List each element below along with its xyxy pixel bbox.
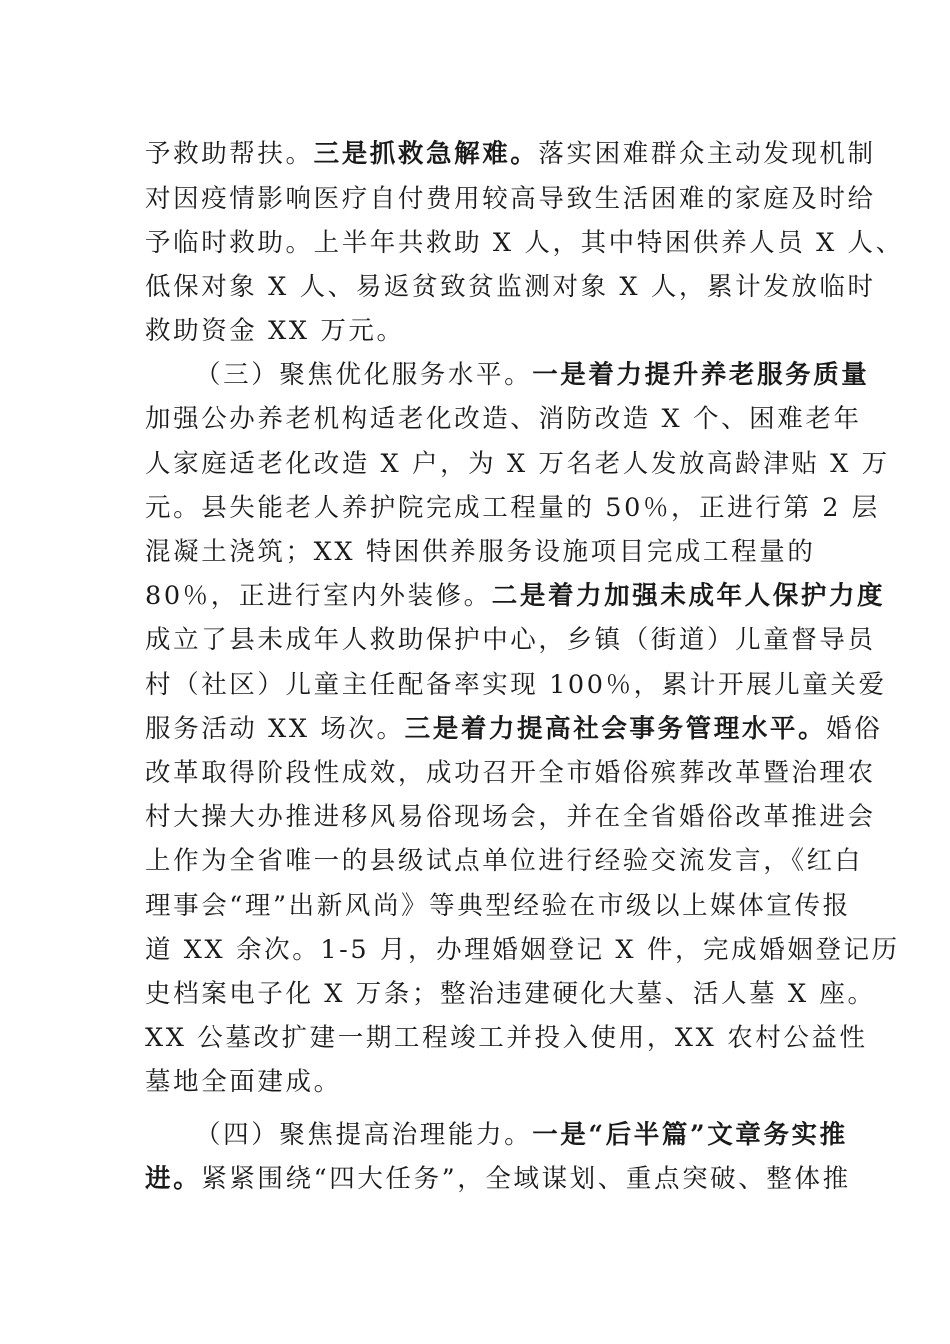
text-line: XX 公墓改扩建一期工程竣工并投入使用，XX 农村公益性: [145, 1023, 868, 1053]
text-line: 进。紧紧围绕“四大任务”，全域谋划、重点突破、整体推: [145, 1164, 851, 1194]
text-line: 80％，正进行室内外装修。二是着力加强未成年人保护力度: [145, 581, 886, 611]
text-line: 墓地全面建成。: [145, 1067, 342, 1097]
section-heading-3: （三）聚焦优化服务水平。一是着力提升养老服务质量: [195, 360, 870, 390]
text-line: 加强公办养老机构适老化改造、消防改造 X 个、困难老年: [145, 404, 862, 434]
text-line: 混凝土浇筑；XX 特困供养服务设施项目完成工程量的: [145, 537, 816, 567]
text-line: 予临时救助。上半年共救助 X 人，其中特困供养人员 X 人、: [145, 228, 904, 258]
text-line: 村大操大办推进移风易俗现场会，并在全省婚俗改革推进会: [145, 802, 876, 832]
text-line: 服务活动 XX 场次。三是着力提高社会事务管理水平。婚俗: [145, 714, 883, 744]
text-line: 人家庭适老化改造 X 户，为 X 万名老人发放高龄津贴 X 万: [145, 449, 890, 479]
text-line: 上作为全省唯一的县级试点单位进行经验交流发言，《红白: [145, 846, 863, 876]
text-line: 改革取得阶段性成效，成功召开全市婚俗殡葬改革暨治理农: [145, 758, 876, 788]
text-line: 低保对象 X 人、易返贫致贫监测对象 X 人，累计发放临时: [145, 272, 876, 302]
text-line: 理事会“理”出新风尚》等典型经验在市级以上媒体宣传报: [145, 891, 851, 921]
text-line: 史档案电子化 X 万条；整治违建硬化大墓、活人墓 X 座。: [145, 979, 876, 1009]
text-line: 元。县失能老人养护院完成工程量的 50％，正进行第 2 层: [145, 493, 880, 523]
text-line: 予救助帮扶。三是抓救急解难。落实困难群众主动发现机制: [145, 139, 876, 169]
text-line: 成立了县未成年人救助保护中心，乡镇（街道）儿童督导员: [145, 625, 876, 655]
text-line: 对因疫情影响医疗自付费用较高导致生活困难的家庭及时给: [145, 184, 876, 214]
text-line: 救助资金 XX 万元。: [145, 316, 405, 346]
section-heading-4: （四）聚焦提高治理能力。一是“后半篇”文章务实推: [195, 1120, 848, 1150]
text-line: 村（社区）儿童主任配备率实现 100％，累计开展儿童关爱: [145, 670, 887, 700]
text-line: 道 XX 余次。1-5 月，办理婚姻登记 X 件，完成婚姻登记历: [145, 935, 900, 965]
